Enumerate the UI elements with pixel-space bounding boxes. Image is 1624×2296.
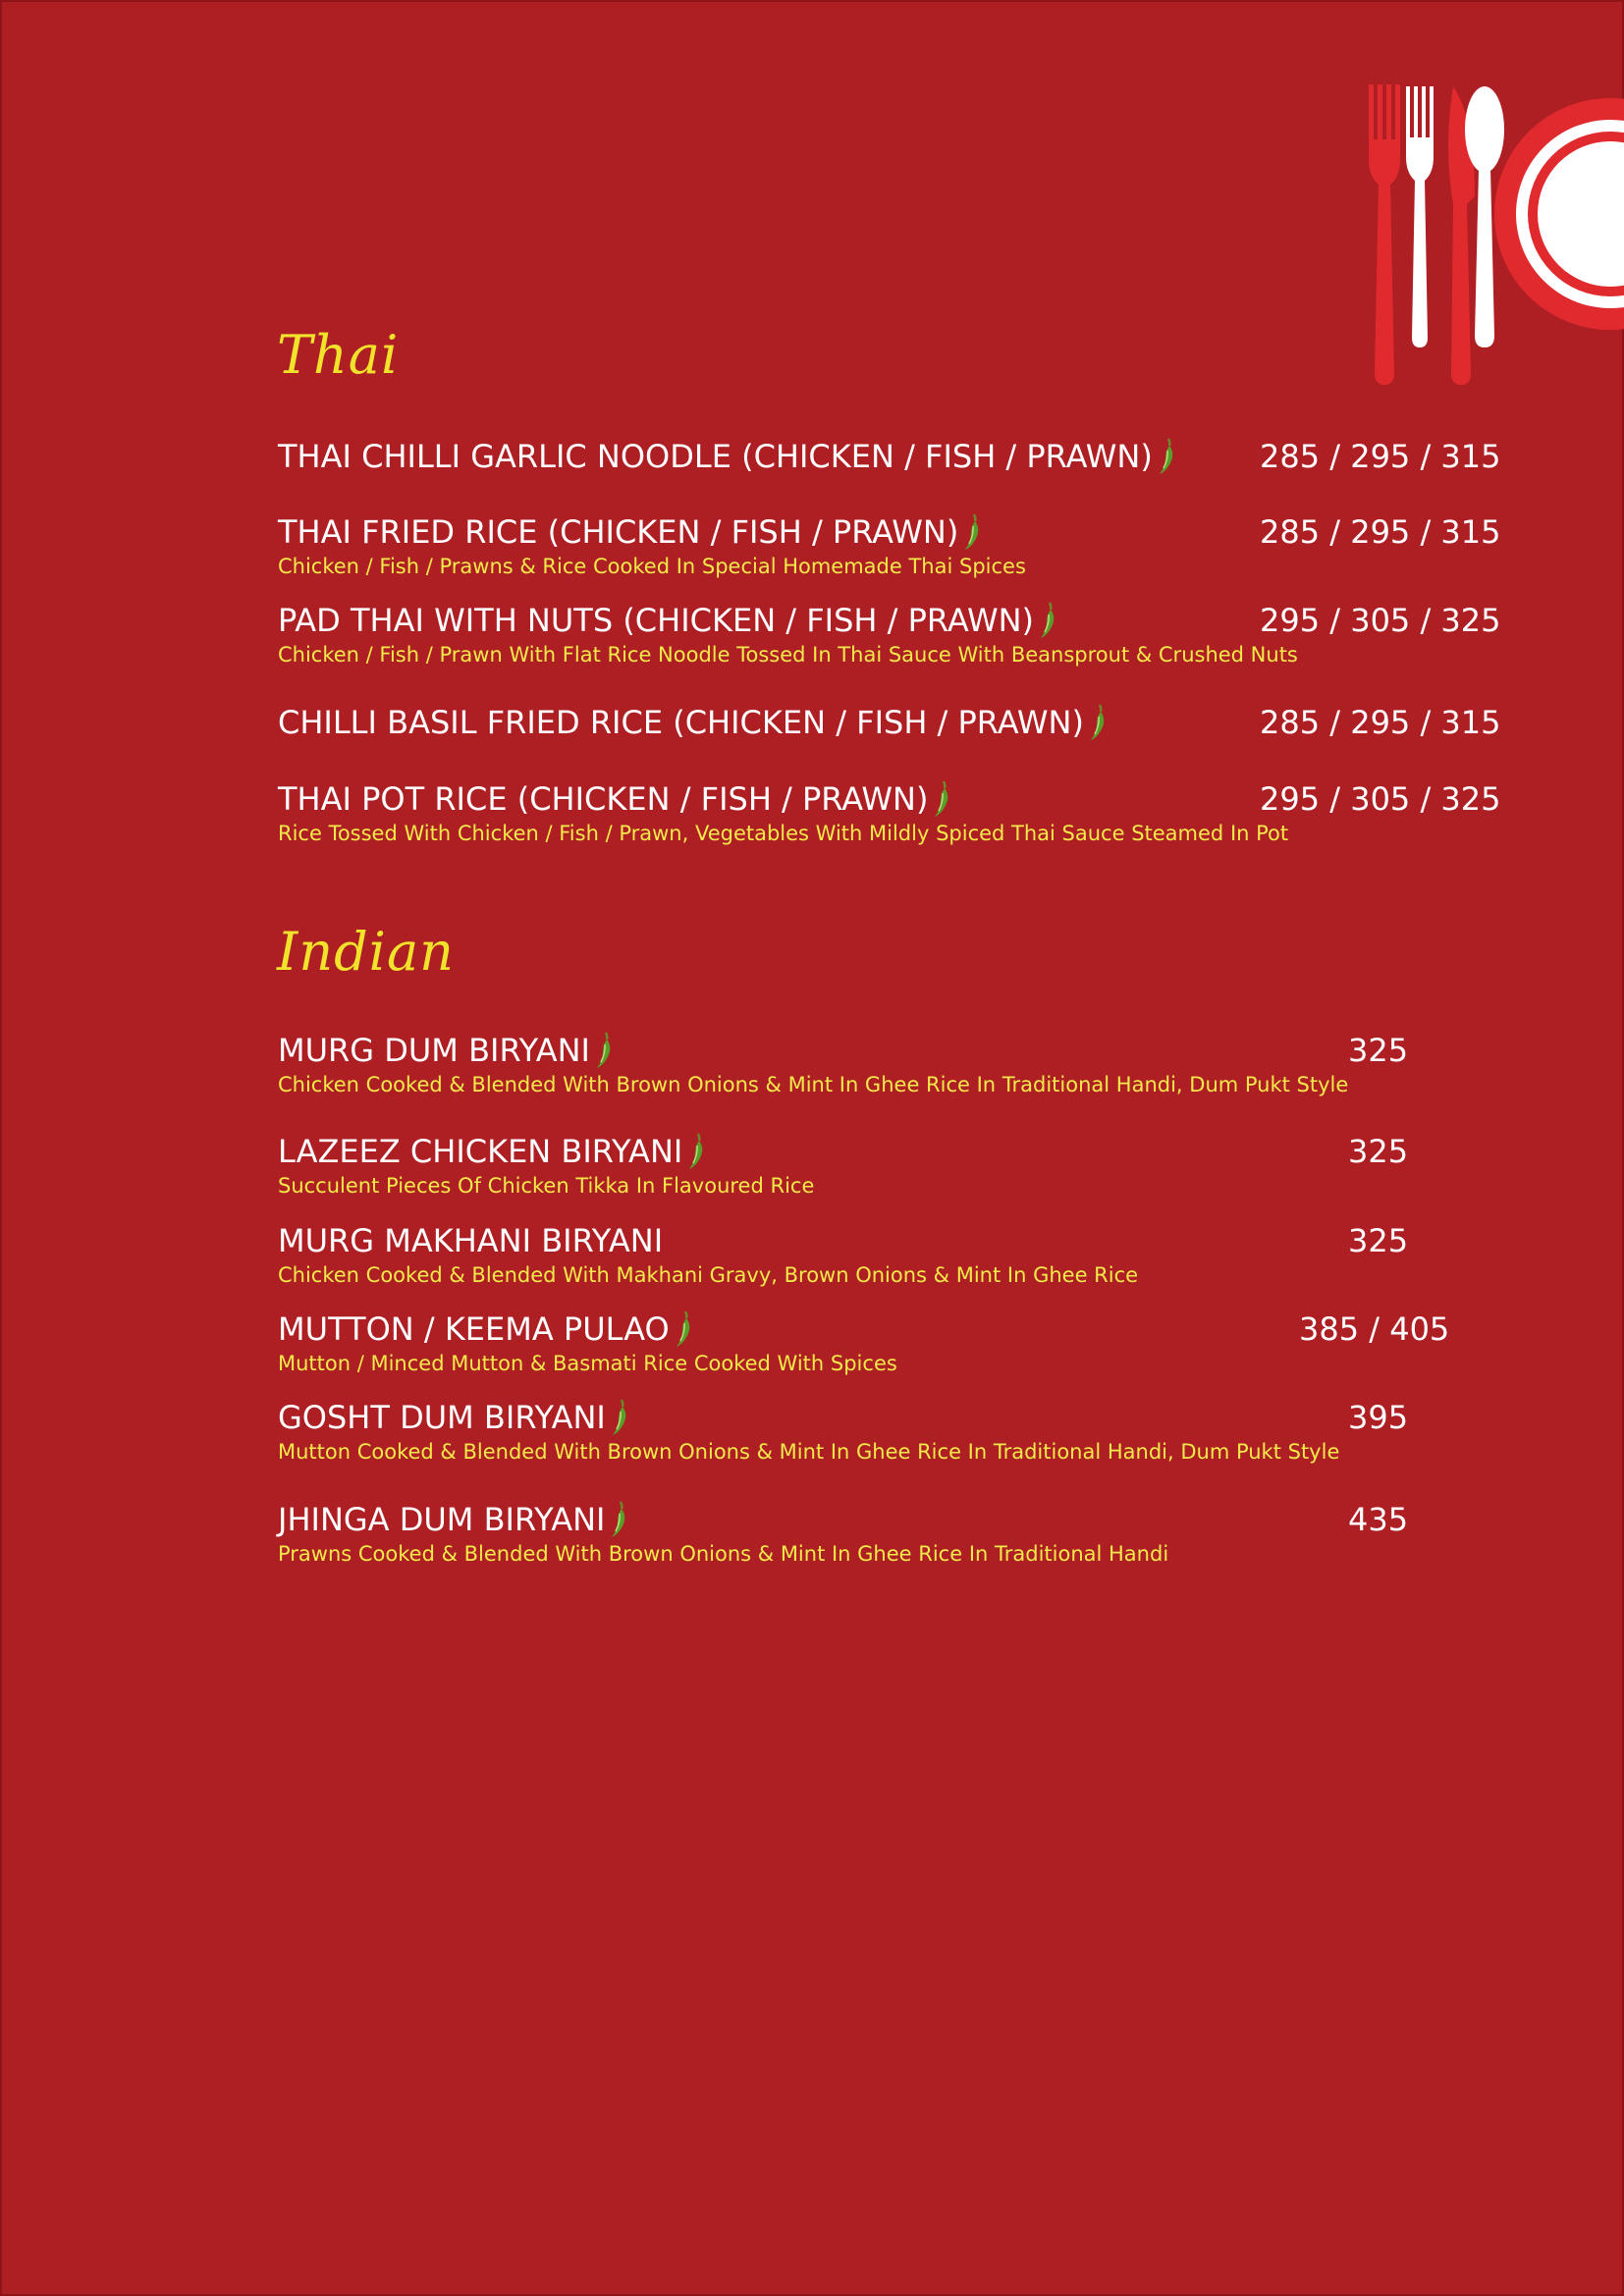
item-price: 325	[1348, 1133, 1409, 1170]
chilli-icon	[932, 779, 953, 819]
chilli-icon	[609, 1500, 630, 1539]
chilli-icon	[686, 1132, 708, 1171]
item-price: 285 / 295 / 315	[1260, 513, 1501, 551]
item-name: PAD THAI WITH NUTS (CHICKEN / FISH / PRAWN)	[278, 601, 1059, 640]
item-price: 295 / 305 / 325	[1260, 780, 1501, 818]
cutlery-plate-icon	[1355, 79, 1624, 393]
item-description: Succulent Pieces Of Chicken Tikka In Flavoured Rice	[278, 1174, 815, 1198]
item-description: Chicken / Fish / Prawns & Rice Cooked In Special Homemade Thai Spices	[278, 555, 1026, 578]
menu-item	[278, 1398, 1554, 1476]
menu-item	[278, 512, 1554, 591]
menu-item	[278, 703, 1554, 781]
item-price: 435	[1348, 1501, 1409, 1538]
item-name: CHILLI BASIL FRIED RICE (CHICKEN / FISH / PRAWN)	[278, 703, 1110, 742]
item-price: 285 / 295 / 315	[1260, 704, 1501, 741]
item-name: THAI FRIED RICE (CHICKEN / FISH / PRAWN)	[278, 512, 984, 552]
item-name: JHINGA DUM BIRYANI	[278, 1500, 630, 1539]
item-price: 285 / 295 / 315	[1260, 438, 1501, 475]
menu-item	[278, 1132, 1554, 1210]
chilli-icon	[594, 1031, 616, 1070]
menu-item	[278, 779, 1554, 858]
section-title-indian: Indian	[277, 921, 455, 983]
item-description: Mutton Cooked & Blended With Brown Onions & Mint In Ghee Rice In Traditional Handi, Dum Pukt Style	[278, 1440, 1340, 1464]
item-name: THAI CHILLI GARLIC NOODLE (CHICKEN / FISH / PRAWN)	[278, 437, 1178, 476]
item-price: 385 / 405	[1299, 1310, 1450, 1348]
item-name: MURG MAKHANI BIRYANI	[278, 1222, 664, 1259]
chilli-icon	[674, 1309, 695, 1349]
item-name: THAI POT RICE (CHICKEN / FISH / PRAWN)	[278, 779, 953, 819]
item-description: Rice Tossed With Chicken / Fish / Prawn, Vegetables With Mildly Spiced Thai Sauce Steamed In Pot	[278, 822, 1289, 845]
item-description: Chicken Cooked & Blended With Makhani Gravy, Brown Onions & Mint In Ghee Rice	[278, 1263, 1139, 1287]
item-description: Chicken Cooked & Blended With Brown Onions & Mint In Ghee Rice In Traditional Handi, Dum Pukt Style	[278, 1073, 1349, 1096]
item-price: 325	[1348, 1032, 1409, 1069]
menu-item	[278, 601, 1554, 679]
item-name: LAZEEZ CHICKEN BIRYANI	[278, 1132, 708, 1171]
item-description: Prawns Cooked & Blended With Brown Onions & Mint In Ghee Rice In Traditional Handi	[278, 1542, 1169, 1566]
chilli-icon	[962, 512, 984, 552]
chilli-icon	[610, 1398, 631, 1437]
item-description: Chicken / Fish / Prawn With Flat Rice Noodle Tossed In Thai Sauce With Beansprout & Crushed Nuts	[278, 643, 1298, 667]
item-price: 395	[1348, 1399, 1409, 1436]
menu-item	[278, 1031, 1554, 1109]
item-name: MUTTON / KEEMA PULAO	[278, 1309, 695, 1349]
menu-item	[278, 1221, 1554, 1300]
menu-item	[278, 1500, 1554, 1578]
menu-item	[278, 437, 1554, 515]
item-name: GOSHT DUM BIRYANI	[278, 1398, 631, 1437]
chilli-icon	[1088, 703, 1110, 742]
item-price: 295 / 305 / 325	[1260, 602, 1501, 639]
item-name: MURG DUM BIRYANI	[278, 1031, 616, 1070]
section-title-thai: Thai	[277, 324, 400, 386]
item-description: Mutton / Minced Mutton & Basmati Rice Cooked With Spices	[278, 1352, 897, 1375]
chilli-icon	[1038, 601, 1059, 640]
menu-item	[278, 1309, 1554, 1388]
item-price: 325	[1348, 1222, 1409, 1259]
chilli-icon	[1157, 437, 1178, 476]
